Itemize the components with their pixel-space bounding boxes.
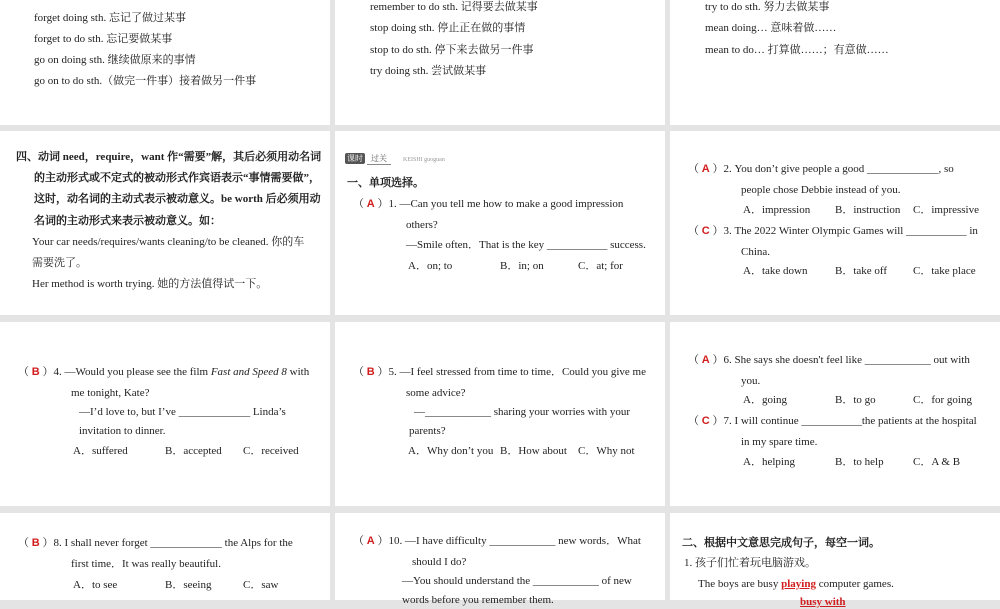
question-stem: China.: [741, 246, 771, 258]
question-stem: —____________ sharing your worries with your: [414, 406, 631, 418]
pattern-line: stop doing sth. 停止正在做的事情: [370, 22, 526, 34]
pattern-line: mean to do… 打算做……；有意做……: [705, 44, 889, 56]
option-c: C．received: [243, 445, 299, 457]
card-question-4: [0, 322, 330, 506]
card-questions-6-7: [670, 322, 1000, 506]
answer-fill: busy with: [800, 596, 846, 608]
option-b: B．take off: [835, 265, 888, 277]
translation-prompt: 1. 孩子们忙着玩电脑游戏。: [684, 557, 816, 569]
option-c: C．for going: [913, 394, 972, 406]
option-c: C．at; for: [578, 260, 623, 272]
film-title: Fast and Speed 8: [210, 366, 287, 378]
option-a: A．impression: [743, 204, 811, 216]
question-stem: invitation to dinner.: [79, 425, 166, 437]
card-grammar-rule: [0, 131, 330, 315]
question-stem: some advice?: [406, 387, 466, 399]
question-stem: （ B ）8. I shall never forget _____________ the Alps for the: [18, 537, 293, 549]
question-stem: （ C ）7. I will continue ___________the patients at the hospital: [688, 415, 977, 427]
pattern-line: try to do sth. 努力去做某事: [705, 1, 830, 13]
pattern-line: go on to do sth.（做完一件事）接着做另一件事: [34, 75, 257, 87]
card-question-1: [335, 131, 665, 315]
section-title: 二、根据中文意思完成句子，每空一词。: [682, 537, 880, 549]
question-stem: （ A ）2. You don’t give people a good _____________, so: [688, 163, 954, 175]
answer-mark: C: [701, 225, 710, 237]
answer-mark: B: [31, 366, 40, 378]
question-stem: （ B ）4. —Would you please see the film Fast and Speed 8 with: [18, 366, 310, 378]
question-stem: first time．It was really beautiful.: [71, 558, 221, 570]
answer-mark: A: [701, 354, 710, 366]
card-question-10: [335, 513, 665, 606]
card-verb-patterns-2: [335, 0, 665, 125]
translation-answer: The boys are busy playing computer games.: [698, 578, 894, 590]
question-stem: （ B ）5. —I feel stressed from time to time．Could you give me: [353, 366, 646, 378]
pattern-line: remember to do sth. 记得要去做某事: [370, 1, 538, 13]
question-stem: words before you remember them.: [402, 594, 554, 606]
card-questions-2-3: [670, 131, 1000, 315]
option-b: B．seeing: [165, 579, 212, 591]
tag-subtitle: KEISHI guoguan: [403, 157, 445, 163]
answer-fill: playing: [781, 578, 816, 590]
option-a: A．take down: [743, 265, 808, 277]
translation-answer-partial: [800, 595, 846, 609]
question-stem: others?: [406, 219, 438, 231]
question-stem: should I do?: [412, 556, 467, 568]
option-c: C．A & B: [913, 456, 961, 468]
option-b: B．accepted: [165, 445, 222, 457]
pattern-line: forget to do sth. 忘记要做某事: [34, 33, 173, 45]
option-b: B．in; on: [500, 260, 544, 272]
question-stem: （ A ）6. She says she doesn't feel like ____________ out with: [688, 354, 970, 366]
question-stem: —Smile often．That is the key ___________ success.: [406, 239, 646, 251]
question-stem: me tonight, Kate?: [71, 387, 150, 399]
pattern-line: stop to do sth. 停下来去做另一件事: [370, 44, 534, 56]
option-b: B．instruction: [835, 204, 901, 216]
answer-mark: C: [701, 415, 710, 427]
lesson-tag: [345, 153, 445, 165]
tag-label: 过关: [367, 153, 391, 165]
example-text: 需要洗了。: [32, 257, 87, 269]
option-b: B．How about: [500, 445, 567, 457]
option-c: C．Why not: [578, 445, 635, 457]
option-a: A．Why don’t you: [408, 445, 494, 457]
card-question-5: [335, 322, 665, 506]
answer-mark: A: [701, 163, 710, 175]
pattern-line: mean doing… 意味着做……: [705, 22, 837, 34]
card-verb-patterns-3: [670, 0, 1000, 125]
question-stem: —You should understand the ____________ of new: [402, 575, 632, 587]
answer-mark: A: [366, 535, 375, 547]
section-title: 一、单项选择。: [347, 177, 424, 189]
answer-mark: B: [366, 366, 375, 378]
question-stem: （ A ）1. —Can you tell me how to make a good impression: [353, 198, 624, 210]
example-text: Your car needs/requires/wants cleaning/to be cleaned. 你的车: [32, 236, 305, 248]
card-translation: [670, 513, 1000, 608]
option-a: A．helping: [743, 456, 795, 468]
rule-text: 名词的主动形式来表示被动意义。如：: [34, 215, 221, 227]
question-stem: in my spare time.: [741, 436, 818, 448]
rule-text: 四、动词 need，require，want 作“需要”解，其后必须用动名词: [16, 151, 322, 163]
rule-text: 的主动形式或不定式的被动形式作宾语表示“事情需要做”，: [34, 172, 320, 184]
answer-mark: A: [366, 198, 375, 210]
option-a: A．to see: [73, 579, 118, 591]
option-b: B．to go: [835, 394, 876, 406]
tag-badge: 课时: [347, 154, 363, 163]
option-a: A．on; to: [408, 260, 453, 272]
pattern-line: try doing sth. 尝试做某事: [370, 65, 487, 77]
example-text: Her method is worth trying. 她的方法值得试一下。: [32, 278, 268, 290]
answer-mark: B: [31, 537, 40, 549]
option-a: A．going: [743, 394, 787, 406]
pattern-line: go on doing sth. 继续做原来的事情: [34, 54, 196, 66]
question-stem: you.: [741, 375, 761, 387]
option-c: C．impressive: [913, 204, 979, 216]
option-c: C．saw: [243, 579, 279, 591]
rule-text: 这时，动名词的主动式表示被动意义。be worth 后必须用动: [34, 193, 321, 205]
option-c: C．take place: [913, 265, 976, 277]
question-stem: （ A ）10. —I have difficulty ____________ new words．What: [353, 535, 641, 547]
question-stem: parents?: [409, 425, 446, 437]
option-a: A．suffered: [73, 445, 128, 457]
pattern-line: forget doing sth. 忘记了做过某事: [34, 12, 186, 24]
option-b: B．to help: [835, 456, 884, 468]
question-stem: （ C ）3. The 2022 Winter Olympic Games will ___________ in: [688, 225, 978, 237]
question-stem: people chose Debbie instead of you.: [741, 184, 901, 196]
card-question-8: [0, 513, 330, 600]
question-stem: —I’d love to, but I’ve _____________ Linda’s: [79, 406, 286, 418]
card-verb-patterns-1: [0, 0, 330, 125]
